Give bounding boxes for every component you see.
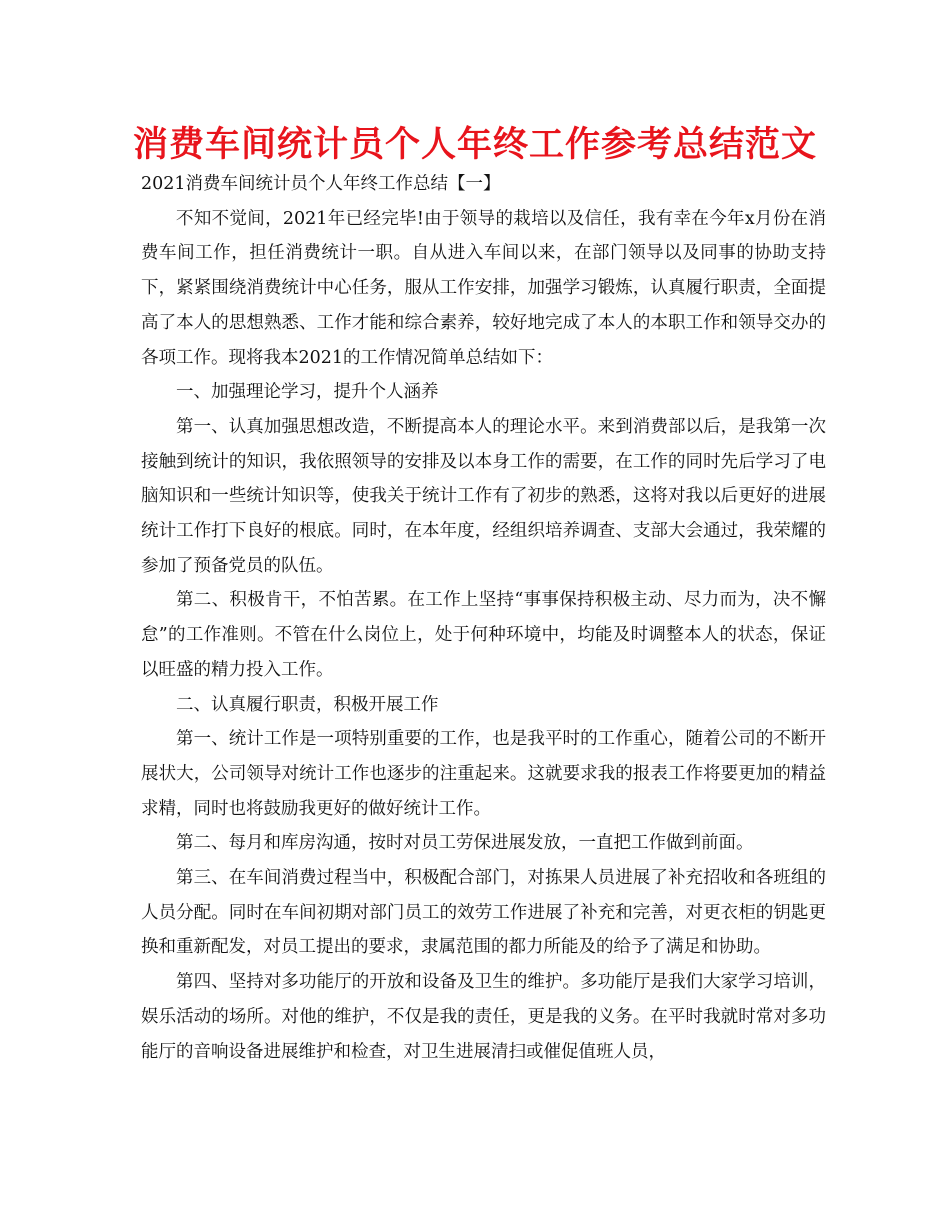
document-subtitle: 2021消费车间统计员个人年终工作总结【一】: [141, 174, 501, 194]
paragraph-2-1: 第一、统计工作是一项特别重要的工作，也是我平时的工作重心，随着公司的不断开展状大，公司领导对统计工作也逐步的注重起来。这就要求我的报表工作将要更加的精益求精，同时也将鼓励我更好的做好统计工作。: [141, 729, 826, 819]
paragraph-2-2: 第二、每月和库房沟通，按时对员工劳保进展发放，一直把工作做到前面。: [176, 833, 754, 854]
paragraph-1-2: 第二、积极肯干，不怕苦累。在工作上坚持“事事保持积极主动、尽力而为，决不懈怠”的工作准则。不管在什么岗位上，处于何种环境中，均能及时调整本人的状态，保证以旺盛的精力投入工作。: [141, 590, 826, 680]
document-body: [141, 167, 826, 1069]
paragraph-2-4: 第四、坚持对多功能厅的开放和设备及卫生的维护。多功能厅是我们大家学习培训，娱乐活动的场所。对他的维护，不仅是我的责任，更是我的义务。在平时我就时常对多功能厅的音响设备进展维护和检查，对卫生进展清扫或催促值班人员，: [141, 972, 826, 1062]
paragraph-intro: 不知不觉间，2021年已经完毕!由于领导的栽培以及信任，我有幸在今年x月份在消费车间工作，担任消费统计一职。自从进入车间以来，在部门领导以及同事的协助支持下，紧紧围绕消费统计中心任务，服从工作安排，加强学习锻炼，认真履行职责，全面提高了本人的思想熟悉、工作才能和综合素养，较好地完成了本人的本职工作和领导交办的各项工作。现将我本2021的工作情况简单总结如下：: [141, 208, 826, 368]
paragraph-1-1: 第一、认真加强思想改造，不断提高本人的理论水平。来到消费部以后，是我第一次接触到统计的知识，我依照领导的安排及以本身工作的需要，在工作的同时先后学习了电脑知识和一些统计知识等，使我关于统计工作有了初步的熟悉，这将对我以后更好的进展统计工作打下良好的根底。同时，在本年度，经组织培养调查、支部大会通过，我荣耀的参加了预备党员的队伍。: [141, 416, 826, 576]
section-heading-2: 二、认真履行职责，积极开展工作: [176, 694, 439, 715]
section-heading-1: 一、加强理论学习，提升个人涵养: [176, 382, 439, 403]
paragraph-2-3: 第三、在车间消费过程当中，积极配合部门，对拣果人员进展了补充招收和各班组的人员分配。同时在车间初期对部门员工的效劳工作进展了补充和完善，对更衣柜的钥匙更换和重新配发，对员工提出的要求，隶属范围的都力所能及的给予了满足和协助。: [141, 868, 826, 958]
document-title: 消费车间统计员个人年终工作参考总结范文: [132, 125, 817, 165]
